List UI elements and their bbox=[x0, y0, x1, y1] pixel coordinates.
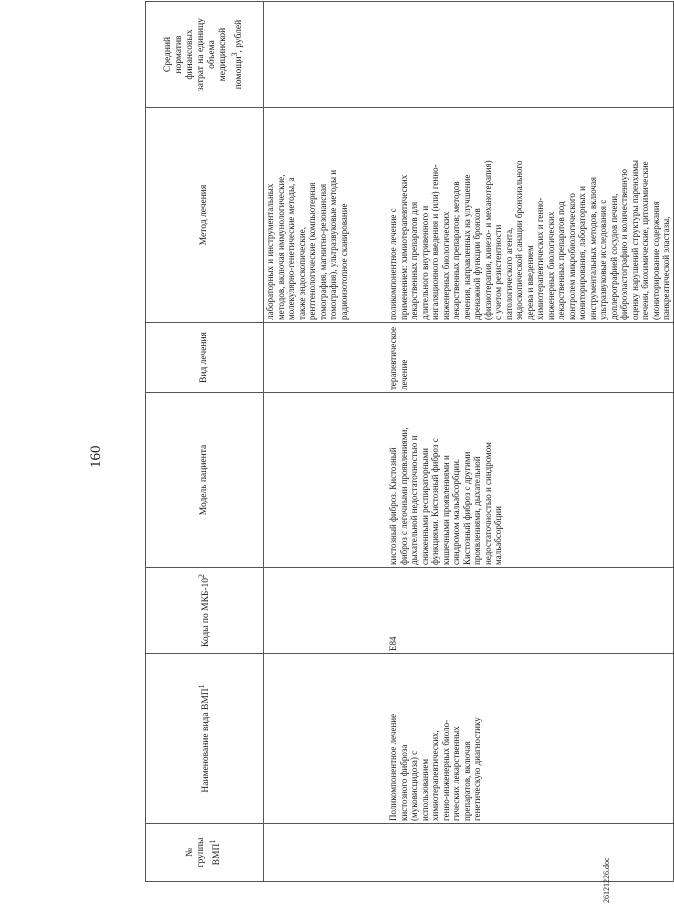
group-number-cell bbox=[387, 824, 673, 882]
table-row bbox=[387, 2, 673, 882]
patient-model-cell: кистозный фиброз. Кистозный фиброз с легочными проявлениями, дыхательной недостаточностью и сниженными респираторными функциями. Кистозный фиброз с кишечными проявлениями и синдромом мальабсорбции. Кистозный фиброз с другими проявлениями, дыхательной недостаточностью и синдромом мальабсорбции bbox=[387, 393, 673, 568]
header-treatment-type: Вид лечения bbox=[146, 323, 264, 393]
mkb-code-cell: E84 bbox=[387, 568, 673, 654]
header-treatment-method: Метод лечения bbox=[146, 108, 264, 323]
table-header-row bbox=[146, 2, 264, 882]
vmp-table bbox=[145, 1, 674, 882]
continuation-method-cell: лабораторных и инструментальных методов, включая иммунологические, молекулярно-генетические методы, а также эндоскопические, рентгенологические (компьютерная томография, магнитно-резонансная томография), ультразвуковые методы и радиоизотопное сканирование bbox=[264, 108, 388, 323]
treatment-method-cell: поликомпонентное лечение с применением: химиотерапевтических лекарственных препаратов для длительного внутривенного и ингаляционного введения и (или) генно- инженерных биологических лекарственных препаратов; методов лечения, направленных на улучшение дренажной функции бронхов (физиотерапия, кинезо- и механотерапия) с учетом резистентности патологического агента, эндоскопической санации бронхиального дерева и введением химиотерапевтических и генно- инженерных биологических лекарственных препаратов под контролем микробиологического мониторирования, лабораторных и инструментальных методов, включая ультразвуковые исследования с доплерографией сосудов печени, фиброэластографию и количественную оценку нарушений структуры паренхимы печени, биохимические, цитохимические (мониторирование содержания панкреатической эластазы, bbox=[387, 108, 673, 323]
continuation-row bbox=[264, 2, 388, 882]
cost-cell bbox=[387, 2, 673, 108]
treatment-type-cell: терапевтическое лечение bbox=[387, 323, 673, 393]
document-id: 26121226.doc bbox=[602, 857, 611, 903]
page-number: 160 bbox=[88, 445, 104, 468]
header-patient-model: Модель пациента bbox=[146, 393, 264, 568]
header-mkb-codes: Коды по МКБ-$10^2$ bbox=[146, 568, 264, 654]
header-vmp-name: Наименование вида ВМП$^1$ bbox=[146, 654, 264, 824]
vmp-name-cell: Поликомпонентное лечение кистозного фиброза (муковисцидоза) с использованием химиотерапевтических, генно-инженерных биоло- гических лекарственных препаратов, включая генетическую диагностику bbox=[387, 654, 673, 824]
header-cost-standard: Средний норматив финансовых затрат на единицу объема медицинской помощи$^3$, рублей bbox=[146, 2, 264, 108]
header-group-number: № группы ВМП$^1$ bbox=[146, 824, 264, 882]
